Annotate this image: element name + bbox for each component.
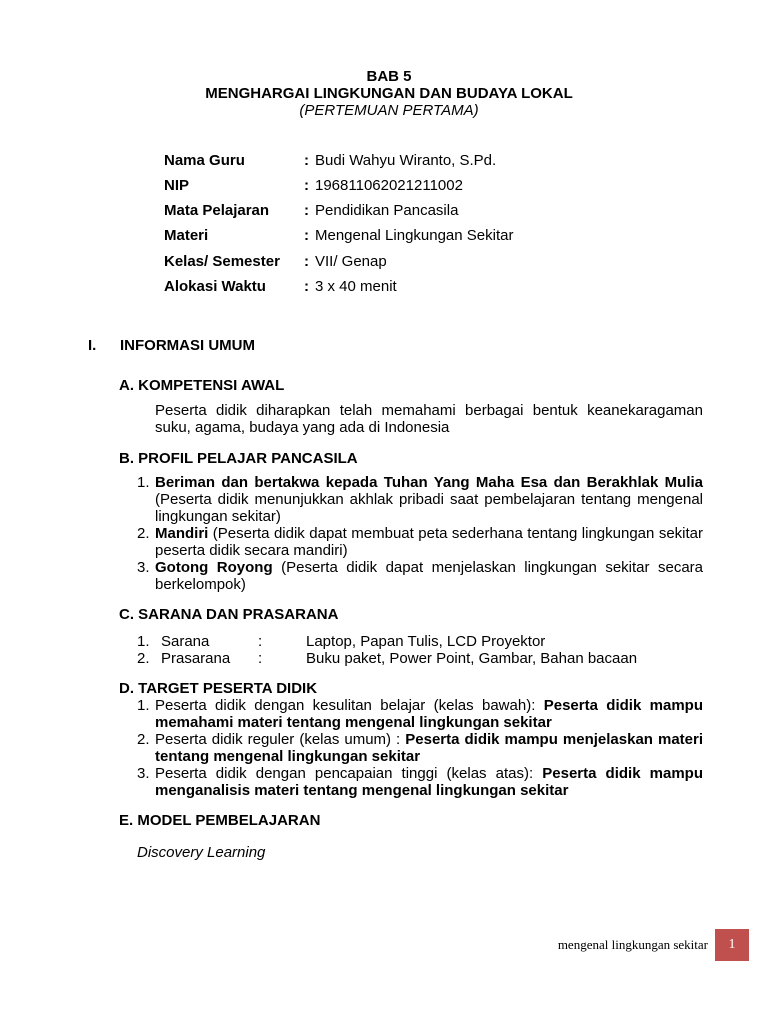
profil-item-text: (Peserta didik dapat menjelaskan lingkungan sekitar secara berkelompok) <box>155 559 703 593</box>
list-number: 1. <box>137 633 150 650</box>
section-number: I. <box>88 337 97 354</box>
chapter-number: BAB 5 <box>366 68 412 85</box>
identity-label: Kelas/ Semester <box>164 253 280 270</box>
identity-separator: : <box>304 278 309 295</box>
identity-label: Materi <box>164 227 209 244</box>
identity-label: Alokasi Waktu <box>164 278 266 295</box>
list-number: 2. <box>137 731 150 748</box>
page-number: 1 <box>715 929 749 961</box>
sarana-value: Laptop, Papan Tulis, LCD Proyektor <box>306 633 546 650</box>
kompetensi-heading: A. KOMPETENSI AWAL <box>119 377 285 394</box>
target-item-text: Peserta didik dengan pencapaian tinggi (kelas atas): <box>155 765 543 782</box>
chapter-subtitle: (PERTEMUAN PERTAMA) <box>299 102 479 119</box>
profil-heading: B. PROFIL PELAJAR PANCASILA <box>119 450 358 467</box>
sarana-heading: C. SARANA DAN PRASARANA <box>119 606 339 623</box>
identity-value: Budi Wahyu Wiranto, S.Pd. <box>315 152 497 169</box>
list-item <box>137 525 703 559</box>
target-item-text: Peserta didik reguler (kelas umum) : <box>155 731 406 748</box>
identity-label: NIP <box>164 177 190 194</box>
profil-item-bold: Beriman dan bertakwa kepada Tuhan Yang Maha Esa dan Berakhlak Mulia <box>155 474 703 491</box>
list-item <box>137 765 703 799</box>
profil-item-text: (Peserta didik dapat membuat peta sederhana tentang lingkungan sekitar peserta didik secara mandiri) <box>155 525 703 559</box>
identity-separator: : <box>304 227 309 244</box>
identity-separator: : <box>304 202 309 219</box>
target-item-bold: Peserta didik mampu memahami materi tentang mengenal lingkungan sekitar <box>155 697 703 731</box>
sarana-separator: : <box>258 650 263 667</box>
profil-item-bold: Gotong Royong <box>155 559 273 576</box>
kompetensi-text: Peserta didik diharapkan telah memahami berbagai bentuk keanekaragaman suku, agama, budaya yang ada di Indonesia <box>155 402 703 436</box>
profil-item-text: (Peserta didik menunjukkan akhlak pribadi saat pembelajaran tentang mengenal lingkungan sekitar) <box>155 491 703 525</box>
identity-value: 3 x 40 menit <box>315 278 397 295</box>
identity-separator: : <box>304 177 309 194</box>
list-item <box>137 697 703 731</box>
list-item <box>137 559 703 593</box>
footer-text: mengenal lingkungan sekitar <box>557 937 708 952</box>
sarana-label: Prasarana <box>161 650 231 667</box>
list-number: 1. <box>137 474 150 491</box>
sarana-value: Buku paket, Power Point, Gambar, Bahan bacaan <box>306 650 638 667</box>
model-text: Discovery Learning <box>137 844 266 861</box>
identity-value: Mengenal Lingkungan Sekitar <box>315 227 514 244</box>
identity-label: Nama Guru <box>164 152 245 169</box>
identity-value: VII/ Genap <box>315 253 387 270</box>
list-number: 2. <box>137 650 150 667</box>
model-heading: E. MODEL PEMBELAJARAN <box>119 812 321 829</box>
profil-item-bold: Mandiri <box>155 525 209 542</box>
identity-separator: : <box>304 253 309 270</box>
identity-value: Pendidikan Pancasila <box>315 202 459 219</box>
sarana-separator: : <box>258 633 263 650</box>
identity-label: Mata Pelajaran <box>164 202 270 219</box>
list-item <box>137 731 703 765</box>
list-item <box>137 474 703 525</box>
target-item-text: Peserta didik dengan kesulitan belajar (kelas bawah): <box>155 697 544 714</box>
list-number: 2. <box>137 525 150 542</box>
list-number: 3. <box>137 559 150 576</box>
target-heading: D. TARGET PESERTA DIDIK <box>119 680 318 697</box>
chapter-title: MENGHARGAI LINGKUNGAN DAN BUDAYA LOKAL <box>205 85 573 102</box>
sarana-label: Sarana <box>161 633 210 650</box>
list-number: 1. <box>137 697 150 714</box>
list-number: 3. <box>137 765 150 782</box>
section-title: INFORMASI UMUM <box>120 337 255 354</box>
identity-value: 196811062021211002 <box>315 177 463 194</box>
target-item-bold: Peserta didik mampu menganalisis materi tentang mengenal lingkungan sekitar <box>155 765 703 799</box>
identity-separator: : <box>304 152 309 169</box>
target-item-bold: Peserta didik mampu menjelaskan materi tentang mengenal lingkungan sekitar <box>155 731 704 765</box>
